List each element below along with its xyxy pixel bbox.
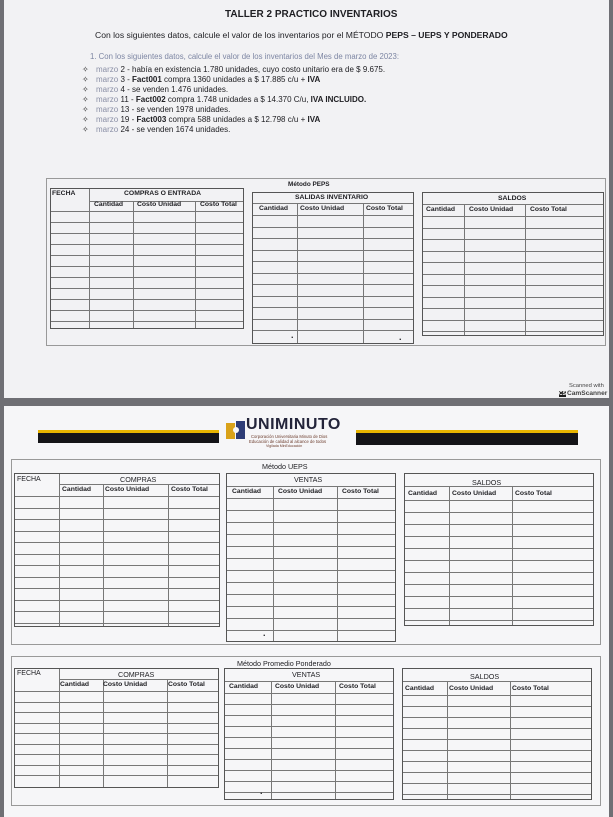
peps-salidas-table [252, 192, 414, 344]
fecha-header: FECHA [17, 476, 41, 483]
grid-row-line [405, 584, 593, 585]
cantidad-header: Cantidad [60, 681, 90, 688]
grid-row-line [403, 739, 591, 740]
page-title: TALLER 2 PRACTICO INVENTARIOS [225, 9, 398, 20]
ventas-header: VENTAS [292, 670, 321, 679]
grid-row-line [423, 228, 603, 229]
grid-header-line [253, 203, 413, 204]
grid-row-line [15, 765, 218, 766]
costo-total-header: Costo Total [171, 486, 208, 493]
grid-row-line [423, 308, 603, 309]
grid-row-line [253, 238, 413, 239]
grid-row-line [405, 596, 593, 597]
grid-row-line [253, 307, 413, 308]
grid-row-line [227, 522, 395, 523]
grid-row-line [15, 600, 219, 601]
grid-row-line [403, 772, 591, 773]
grid-column-line [464, 204, 465, 335]
grid-row-line [15, 754, 218, 755]
grid-row-line [15, 554, 219, 555]
salidas-header: SALIDAS INVENTARIO [295, 194, 369, 201]
costo-unidad-header: Costo Unidad [103, 681, 148, 688]
grid-row-line [225, 715, 393, 716]
uniminuto-logo [225, 419, 247, 446]
grid-row-line [403, 761, 591, 762]
grid-header-line [225, 693, 393, 694]
camscanner-badge: CSCamScanner [559, 390, 608, 397]
intro-text: Con los siguientes datos, calcule el valor de los inventarios por el MÉTODO PEPS – UEPS Y PONDERADO [95, 30, 508, 40]
grid-row-line [225, 748, 393, 749]
grid-row-line [227, 630, 395, 631]
costo-unidad-header: Costo Unidad [452, 490, 497, 497]
costo-total-header: Costo Total [530, 206, 567, 213]
grid-row-line [225, 737, 393, 738]
grid-row-line [405, 608, 593, 609]
costo-total-header: Costo Total [342, 488, 379, 495]
grid-row-line [405, 512, 593, 513]
question-1: 1. Con los siguientes datos, calcule el valor de los inventarios del Mes de marzo de 2023: [90, 52, 400, 61]
list-item: ✧ marzo 2 - había en existencia 1.780 unidades, cuyo costo unitario era de $ 9.675. [82, 65, 386, 74]
cantidad-header: Cantidad [426, 206, 456, 213]
compras-header: COMPRAS O ENTRADA [124, 190, 202, 197]
grid-row-line [15, 623, 219, 624]
compras-header: COMPRAS [118, 670, 155, 679]
grid-row-line [51, 222, 243, 223]
grid-row-line [423, 320, 603, 321]
costo-total-header: Costo Total [168, 681, 205, 688]
grid-row-line [15, 542, 219, 543]
grid-row-line [225, 792, 393, 793]
grid-row-line [405, 524, 593, 525]
grid-row-line [405, 536, 593, 537]
grid-row-line [403, 750, 591, 751]
peps-compras-table [50, 188, 244, 329]
grid-row-line [15, 733, 218, 734]
grid-header-line [423, 204, 603, 205]
grid-row-line [51, 244, 243, 245]
grid-row-line [51, 310, 243, 311]
header-bar-left [38, 433, 219, 443]
grid-header-line [225, 681, 393, 682]
grid-row-line [15, 775, 218, 776]
grid-column-line [133, 201, 134, 328]
grid-row-line [225, 726, 393, 727]
grid-row-line [227, 510, 395, 511]
fecha-header: FECHA [52, 190, 76, 197]
grid-row-line [15, 577, 219, 578]
grid-row-line [51, 233, 243, 234]
grid-row-line [253, 330, 413, 331]
grid-row-line [403, 728, 591, 729]
grid-row-line [227, 582, 395, 583]
grid-row-line [15, 702, 218, 703]
grid-row-line [51, 277, 243, 278]
grid-column-line [510, 681, 511, 799]
list-item: ✧ marzo 13 - se venden 1978 unidades. [82, 105, 231, 114]
grid-row-line [405, 572, 593, 573]
grid-row-line [227, 534, 395, 535]
grid-header-line [423, 216, 603, 217]
grid-row-line [15, 519, 219, 520]
grid-row-line [423, 251, 603, 252]
grid-row-line [253, 273, 413, 274]
costo-total-header: Costo Total [339, 683, 376, 690]
grid-row-line [423, 239, 603, 240]
data-list [82, 65, 385, 135]
grid-row-line [403, 717, 591, 718]
grid-row-line [51, 288, 243, 289]
grid-row-line [423, 285, 603, 286]
header-bar-right [356, 433, 578, 445]
grid-row-line [51, 321, 243, 322]
grid-row-line [405, 620, 593, 621]
cantidad-header: Cantidad [94, 201, 124, 208]
grid-row-line [405, 560, 593, 561]
cantidad-header: Cantidad [259, 205, 289, 212]
grid-header-line [403, 681, 591, 682]
grid-header-line [403, 695, 591, 696]
grid-row-line [227, 594, 395, 595]
ueps-ventas-table [226, 473, 396, 642]
grid-column-line [168, 484, 169, 626]
saldos-header: SALDOS [472, 478, 502, 487]
grid-row-line [227, 546, 395, 547]
grid-row-line [253, 319, 413, 320]
costo-unidad-header: Costo Unidad [449, 685, 494, 692]
grid-row-line [253, 227, 413, 228]
grid-column-line [447, 681, 448, 799]
list-item: ✧ marzo 3 - Fact001 compra 1360 unidades a $ 17.885 c/u + IVA [82, 75, 321, 84]
list-item: ✧ marzo 24 - se venden 1674 unidades. [82, 125, 231, 134]
grid-row-line [15, 744, 218, 745]
grid-row-line [15, 712, 218, 713]
worksheet-page-1: TALLER 2 PRACTICO INVENTARIOS Con los siguientes datos, calcule el valor de los inventarios por el MÉTODO PEPS – UEPS Y PONDERADO 1. Con los siguientes datos, calcule el valor de los inventarios del Mes de marzo de 2023: ✧ marzo 2 - había en existencia 1.780 unidades, cuyo costo unitario era de $ 9.675. ✧ marzo 3 - Fact001 compra 1360 unidades a $ 17.885 c/u + IVA ✧ marzo 4 - se venden 1.476 unidades. ✧ marzo 11 - Fact002 compra 1.748 unidades a $ 14.370 C/u, IVA INCLUIDO. ✧ marzo 13 - se venden 1978 unidades. ✧ marzo 19 - Fact003 compra 588 unidades a $ 12.798 c/u + IVA ✧ marzo 24 - se venden 1674 unidades. Método PEPS FECHA COMPRAS O ENTRADA Cantidad Costo Unidad Costo Total SALIDAS INVENTARIO Cantidad Costo Unidad Costo Total . . SALDOS Cantidad Costo Unidad Costo Total Scanned with CSCamScanner [4, 0, 609, 398]
saldos-header: SALDOS [498, 195, 527, 202]
grid-header-line [405, 500, 593, 501]
grid-row-line [423, 262, 603, 263]
grid-row-line [403, 794, 591, 795]
grid-header-line [15, 691, 218, 692]
grid-row-line [227, 606, 395, 607]
grid-header-line [59, 484, 219, 485]
grid-row-line [253, 261, 413, 262]
saldos-header: SALDOS [470, 672, 500, 681]
camscanner-icon: CS [559, 391, 566, 397]
scanned-with-label: Scanned with [569, 383, 604, 389]
logo-subtitle-3: Vigilada MinEducación [266, 444, 303, 448]
method-ponderado-label: Método Promedio Ponderado [237, 659, 331, 668]
logo-subtitle-2: Educación de calidad al alcance de todos [249, 439, 327, 444]
grid-header-line [59, 679, 218, 680]
grid-row-line [15, 588, 219, 589]
ventas-header: VENTAS [294, 475, 323, 484]
compras-header: COMPRAS [120, 475, 157, 484]
grid-column-line [525, 204, 526, 335]
list-item: ✧ marzo 11 - Fact002 compra 1.748 unidades a $ 14.370 C/u, IVA INCLUIDO. [82, 95, 367, 104]
grid-row-line [253, 250, 413, 251]
costo-unidad-header: Costo Unidad [105, 486, 150, 493]
grid-row-line [15, 508, 219, 509]
costo-unidad-header: Costo Unidad [137, 201, 182, 208]
grid-row-line [227, 618, 395, 619]
grid-row-line [423, 274, 603, 275]
grid-row-line [225, 759, 393, 760]
costo-unidad-header: Costo Unidad [300, 205, 345, 212]
cantidad-header: Cantidad [229, 683, 259, 690]
grid-row-line [51, 255, 243, 256]
logo-emblem-icon [225, 419, 247, 441]
costo-unidad-header: Costo Unidad [278, 488, 323, 495]
grid-header-line [227, 486, 395, 487]
grid-column-line [195, 201, 196, 328]
grid-row-line [227, 558, 395, 559]
cantidad-header: Cantidad [232, 488, 262, 495]
grid-row-line [405, 548, 593, 549]
grid-row-line [15, 565, 219, 566]
grid-row-line [225, 704, 393, 705]
logo-subtitle-1: Corporación Universitaria Minuto de Dios [251, 434, 328, 439]
costo-unidad-header: Costo Unidad [275, 683, 320, 690]
costo-total-header: Costo Total [366, 205, 403, 212]
grid-header-line [15, 496, 219, 497]
grid-row-line [253, 284, 413, 285]
grid-header-line [51, 211, 243, 212]
list-item: ✧ marzo 19 - Fact003 compra 588 unidades a $ 12.798 c/u + IVA [82, 115, 321, 124]
grid-row-line [225, 770, 393, 771]
grid-column-line [89, 189, 90, 328]
grid-column-line [512, 486, 513, 625]
grid-row-line [423, 331, 603, 332]
cantidad-header: Cantidad [405, 685, 435, 692]
costo-total-header: Costo Total [200, 201, 237, 208]
peps-saldos-table [422, 192, 604, 336]
grid-header-line [253, 215, 413, 216]
costo-total-header: Costo Total [515, 490, 552, 497]
grid-row-line [253, 296, 413, 297]
worksheet-page-2: UNIMINUTO Corporación Universitaria Minuto de Dios Educación de calidad al alcance de todos Vigilada MinEducación Método UEPS FECHA COMPRAS Cantidad Costo Unidad Costo Total VENTAS Cantidad Costo Unidad Costo Total . SALDOS Cantidad Costo Unidad Costo Total Método Promedio Ponderado FECHA COMPRAS Cantidad Costo Unidad Costo Total VENTAS Cantidad Costo Unidad Costo Total . SALDOS Cantidad Costo Unidad Costo Total [4, 406, 609, 817]
grid-row-line [15, 531, 219, 532]
grid-row-line [51, 266, 243, 267]
grid-row-line [15, 611, 219, 612]
logo-wordmark: UNIMINUTO [246, 416, 341, 433]
grid-column-line [103, 484, 104, 626]
grid-row-line [403, 783, 591, 784]
grid-row-line [403, 706, 591, 707]
grid-row-line [15, 723, 218, 724]
method-peps-label: Método PEPS [288, 181, 330, 188]
grid-row-line [51, 299, 243, 300]
costo-unidad-header: Costo Unidad [469, 206, 514, 213]
cantidad-header: Cantidad [62, 486, 92, 493]
costo-total-header: Costo Total [512, 685, 549, 692]
cantidad-header: Cantidad [408, 490, 438, 497]
method-ueps-label: Método UEPS [262, 462, 308, 471]
grid-row-line [227, 570, 395, 571]
ueps-compras-table [14, 473, 220, 627]
grid-row-line [423, 297, 603, 298]
grid-header-line [227, 498, 395, 499]
fecha-header: FECHA [17, 670, 41, 677]
list-item: ✧ marzo 4 - se venden 1.476 unidades. [82, 85, 229, 94]
grid-column-line [449, 486, 450, 625]
grid-row-line [225, 781, 393, 782]
